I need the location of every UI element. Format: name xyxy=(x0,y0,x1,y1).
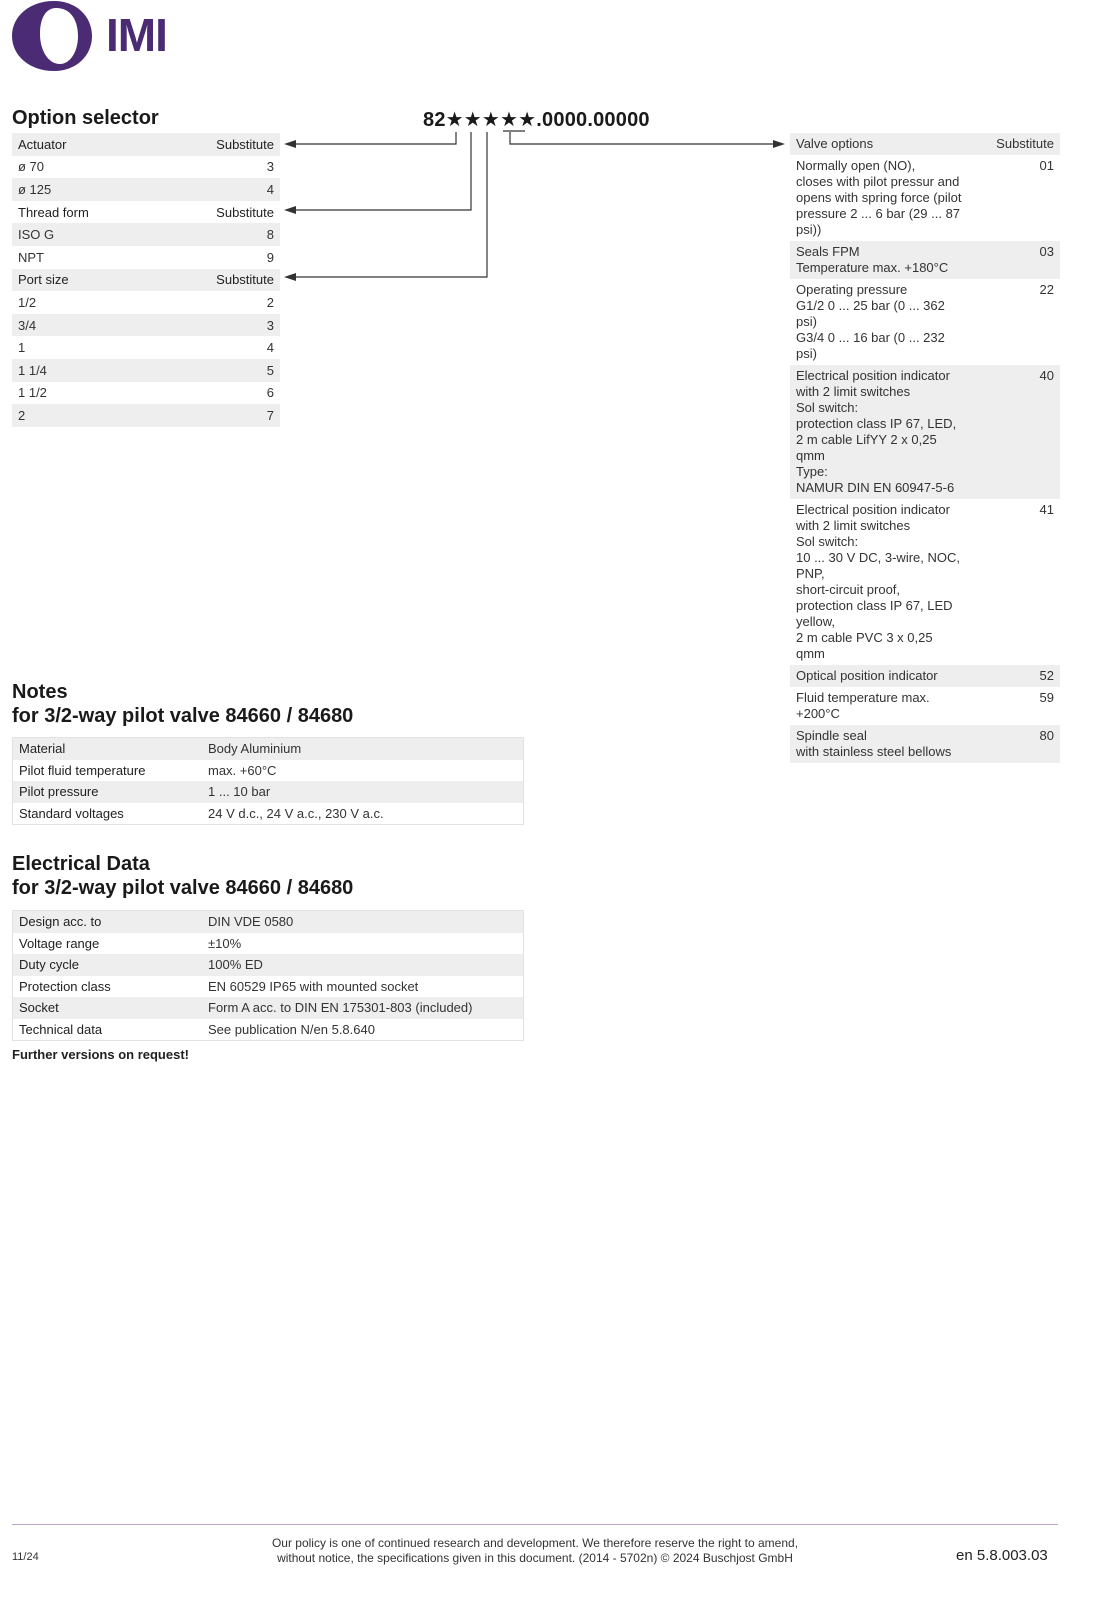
arrow-valve-options xyxy=(510,132,776,144)
cell-value: 2 xyxy=(266,294,274,310)
table-row xyxy=(12,336,280,359)
logo-text: IMI xyxy=(106,9,167,61)
table-row xyxy=(12,156,280,179)
cell-value: Body Aluminium xyxy=(202,738,524,760)
footer-policy-line-2: without notice, the specifications given in this document. (2014 - 5702n) © 2024 Buschjost GmbH xyxy=(277,1551,793,1565)
thread-form-header: Thread form xyxy=(18,204,89,220)
cell-value: 22 xyxy=(1039,282,1054,297)
table-row xyxy=(12,404,280,427)
cell-label: Spindle seal with stainless steel bellows xyxy=(790,725,968,763)
cell-label: Electrical position indicator with 2 limit switches Sol switch: 10 ... 30 V DC, 3-wire, NOC, PNP, short-circuit proof, protection class IP 67, LED yellow, 2 m cable PVC 3 x 0,25 qmm xyxy=(796,502,960,661)
table-row xyxy=(12,223,280,246)
selector-table xyxy=(12,133,280,427)
cell-key: Standard voltages xyxy=(19,805,124,821)
table-row xyxy=(790,725,1060,763)
cell-value: 41 xyxy=(1039,502,1054,517)
cell-value: 4 xyxy=(266,340,274,356)
cell-value: See publication N/en 5.8.640 xyxy=(208,1021,375,1037)
table-row xyxy=(790,499,1060,665)
cell-label: ø 125 xyxy=(12,178,157,201)
arrow-actuator xyxy=(292,132,456,144)
electrical-title: Electrical Data xyxy=(12,853,150,875)
table-row xyxy=(13,781,524,803)
cell-value: 52 xyxy=(968,665,1060,687)
table-row xyxy=(12,359,280,382)
table-row xyxy=(790,155,1060,241)
table-row xyxy=(790,279,1060,365)
table-row xyxy=(12,246,280,269)
cell-value: 3 xyxy=(157,314,280,337)
table-row xyxy=(12,201,280,224)
table-row xyxy=(12,314,280,337)
cell-label: 1/2 xyxy=(18,294,37,310)
cell-label: Normally open (NO), closes with pilot pressur and opens with spring force (pilot pressure 2 ... 6 bar (29 ... 87 psi)) xyxy=(796,158,962,237)
cell-key: Protection class xyxy=(19,978,111,994)
table-row xyxy=(12,133,280,156)
electrical-table xyxy=(12,910,524,1041)
valve-options-header: Valve options xyxy=(790,133,968,155)
cell-key: Duty cycle xyxy=(13,954,203,976)
notes-heading xyxy=(12,680,353,728)
cell-label: Optical position indicator xyxy=(790,665,968,687)
cell-label: NPT xyxy=(18,249,44,265)
order-code: 82★★★★★.0000.00000 xyxy=(423,109,650,131)
table-row xyxy=(790,687,1060,725)
cell-value: 01 xyxy=(1039,158,1054,173)
port-size-header: Port size xyxy=(12,269,157,292)
cell-value: 24 V d.c., 24 V a.c., 230 V a.c. xyxy=(208,805,384,821)
footer-date: 11/24 xyxy=(12,1551,39,1563)
option-selector-title: Option selector xyxy=(12,107,159,129)
cell-label: 1 1/4 xyxy=(12,359,157,382)
table-row xyxy=(12,269,280,292)
table-row xyxy=(12,178,280,201)
cell-key: Voltage range xyxy=(19,935,100,951)
table-row xyxy=(13,911,524,933)
cell-value: 4 xyxy=(157,178,280,201)
cell-key: Pilot pressure xyxy=(13,781,203,803)
arrowhead-port-size xyxy=(284,273,296,281)
table-row xyxy=(790,133,1060,155)
cell-value: 5 xyxy=(157,359,280,382)
cell-label: ISO G xyxy=(12,223,157,246)
thread-form-substitute-header: Substitute xyxy=(216,204,274,220)
cell-key: Socket xyxy=(13,997,203,1019)
port-size-substitute-header: Substitute xyxy=(157,269,280,292)
table-row xyxy=(12,382,280,405)
table-row xyxy=(790,241,1060,279)
cell-label: 1 1/2 xyxy=(18,385,47,401)
cell-label: Fluid temperature max. +200°C xyxy=(796,690,930,721)
table-row xyxy=(13,760,524,782)
footer-doc-number: en 5.8.003.03 xyxy=(956,1547,1048,1564)
cell-value: EN 60529 IP65 with mounted socket xyxy=(208,978,419,994)
arrowhead-thread-form xyxy=(284,206,296,214)
actuator-header: Actuator xyxy=(12,133,157,156)
table-row xyxy=(13,803,524,825)
cell-value: 80 xyxy=(968,725,1060,763)
arrowhead-actuator xyxy=(284,140,296,148)
cell-value: max. +60°C xyxy=(208,762,277,778)
electrical-heading xyxy=(12,852,353,900)
cell-value: 100% ED xyxy=(202,954,524,976)
cell-label: 3/4 xyxy=(12,314,157,337)
valve-options-table xyxy=(790,133,1060,763)
table-row xyxy=(790,365,1060,499)
cell-label: Electrical position indicator with 2 limit switches Sol switch: protection class IP 67, LED, 2 m cable LifYY 2 x 0,25 qmm Type: NAMUR DIN EN 60947-5-6 xyxy=(790,365,968,499)
notes-title: Notes xyxy=(12,681,68,703)
footer-divider xyxy=(12,1524,1058,1525)
arrowhead-valve-options xyxy=(773,140,785,148)
valve-options-substitute-header: Substitute xyxy=(968,133,1060,155)
table-row xyxy=(13,997,524,1019)
arrow-port-size xyxy=(292,132,487,277)
table-row xyxy=(13,1019,524,1041)
table-row xyxy=(790,665,1060,687)
cell-key: Material xyxy=(13,738,203,760)
table-row xyxy=(13,976,524,998)
cell-value: 7 xyxy=(157,404,280,427)
cell-value: 03 xyxy=(968,241,1060,279)
cell-label: 1 xyxy=(18,340,26,356)
notes-subtitle: for 3/2-way pilot valve 84660 / 84680 xyxy=(12,705,354,727)
table-row xyxy=(12,291,280,314)
cell-value: Form A acc. to DIN EN 175301-803 (included) xyxy=(202,997,524,1019)
cell-value: 40 xyxy=(968,365,1060,499)
cell-value: ±10% xyxy=(208,935,242,951)
cell-value: 1 ... 10 bar xyxy=(202,781,524,803)
further-versions-note: Further versions on request! xyxy=(12,1047,189,1062)
electrical-subtitle: for 3/2-way pilot valve 84660 / 84680 xyxy=(12,877,354,899)
cell-value: 3 xyxy=(266,159,274,175)
cell-label: Operating pressure G1/2 0 ... 25 bar (0 ... 362 psi) G3/4 0 ... 16 bar (0 ... 232 psi) xyxy=(796,282,945,361)
notes-table xyxy=(12,737,524,825)
table-row xyxy=(13,738,524,760)
actuator-substitute-header: Substitute xyxy=(157,133,280,156)
cell-key: Technical data xyxy=(19,1021,103,1037)
footer-policy xyxy=(200,1536,870,1566)
cell-value: 9 xyxy=(266,249,274,265)
table-row xyxy=(13,933,524,955)
cell-value: 59 xyxy=(1039,690,1054,705)
cell-label: ø 70 xyxy=(18,159,45,175)
cell-label: 2 xyxy=(12,404,157,427)
cell-label: Seals FPM Temperature max. +180°C xyxy=(790,241,968,279)
cell-value: 6 xyxy=(266,385,274,401)
cell-key: Design acc. to xyxy=(13,911,203,933)
cell-value: DIN VDE 0580 xyxy=(202,911,524,933)
footer-policy-line-1: Our policy is one of continued research and development. We therefore reserve the right to amend, xyxy=(271,1536,799,1550)
table-row xyxy=(13,954,524,976)
cell-value: 8 xyxy=(157,223,280,246)
cell-key: Pilot fluid temperature xyxy=(19,762,146,778)
